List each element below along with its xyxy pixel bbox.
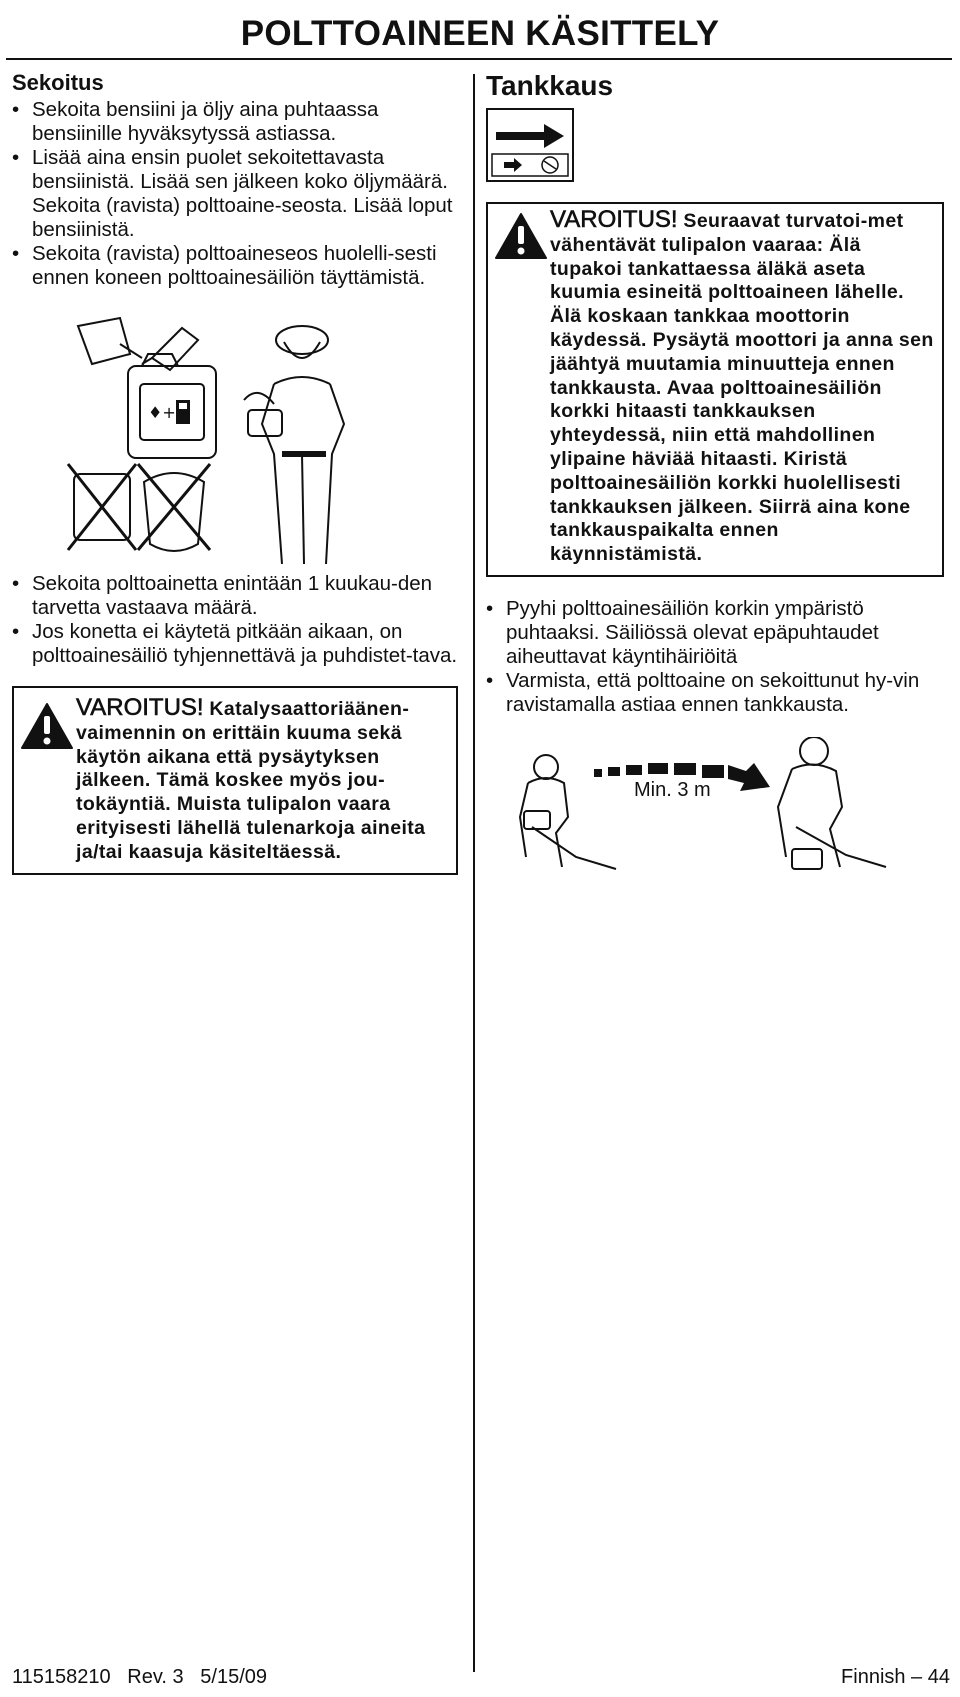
warning-text: Seuraavat turvatoi-met vähentävät tulipalon vaaraa: Älä tupakoi tankattaessa äläkä aseta kuumia esineitä polttoaineen lähelle. Älä koskaan tankkaa moottorin käydessä. Pysäytä moottori ja anna sen jäähtyä muutamia minuutteja ennen tankkausta. Avaa polttoainesäiliön korkki hitaasti tankkauksen yhteydessä, niin että mahdollinen ylipaine häviää hitaasti. Kiristä polttoainesäiliön korkki huolellisesti tankkauksen jälkeen. Siirrä aina kone tankkauspaikalta ennen käynnistämistä. xyxy=(550,210,934,566)
right-column xyxy=(486,66,946,887)
mixing-illustration xyxy=(12,314,462,564)
warning-label: VAROITUS! xyxy=(550,206,678,233)
page-title: POLTTOAINEEN KÄSITTELY xyxy=(240,14,720,53)
list-item: • Sekoita (ravista) polttoaineseos huolelli-sesti ennen koneen polttoainesäiliön täyttämistä. xyxy=(12,242,462,290)
no-smoking-icon xyxy=(542,157,558,173)
section-title-tankkaus: Tankkaus xyxy=(486,70,614,101)
distance-label: Min. 3 m xyxy=(634,778,711,801)
left-column xyxy=(12,64,462,875)
column-divider xyxy=(473,74,475,1672)
warning-triangle-icon xyxy=(20,702,74,750)
refuel-bullets xyxy=(486,597,946,717)
mixing-bullets xyxy=(12,98,462,290)
distance-illustration xyxy=(486,737,946,887)
list-item: • Jos konetta ei käytetä pitkään aikaan, on polttoainesäiliö tyhjennettävä ja puhdistet-tava. xyxy=(12,620,462,668)
list-item: • Lisää aina ensin puolet sekoitettavasta bensiinistä. Lisää sen jälkeen koko öljymäärä. Sekoita (ravista) polttoaine-seosta. Lisää loput bensiinistä. xyxy=(12,146,462,242)
warning-box-catalytic xyxy=(12,686,458,875)
warning-triangle-icon xyxy=(494,212,548,260)
fuel-mixing-illustration xyxy=(12,314,462,564)
refuel-symbol xyxy=(488,110,572,180)
list-item: • Varmista, että polttoaine on sekoittunut hy-vin ravistamalla astiaa ennen tankkausta. xyxy=(486,669,946,717)
arrow-right-icon xyxy=(496,124,564,148)
fuel-pump-icon xyxy=(148,400,190,424)
footer-page-number: Finnish – 44 xyxy=(841,1666,950,1688)
move-machine-illustration xyxy=(486,737,916,887)
section-title-sekoitus: Sekoitus xyxy=(12,70,104,95)
footer-doc-info: 115158210 Rev. 3 5/15/09 xyxy=(12,1666,268,1688)
fuel-symbol-plate xyxy=(486,108,574,182)
list-item: • Sekoita polttoainetta enintään 1 kuukau-den tarvetta vastaava määrä. xyxy=(12,572,462,620)
title-rule xyxy=(6,58,952,60)
warning-text: Katalysaattoriäänen-vaimennin on erittäin kuuma sekä käytön aikana että pysäytyksen jälkeen. Tämä koskee myös jou-tokäyntiä. Muista tulipalon vaara erityisesti lähellä tulenarkoja aineita ja/tai kaasuja käsiteltäessä. xyxy=(76,698,426,863)
list-item: • Pyyhi polttoainesäiliön korkin ympäristö puhtaaksi. Säiliössä olevat epäpuhtaudet aiheuttavat käyntihäiriöitä xyxy=(486,597,946,669)
svg-text:♦+: ♦+ xyxy=(148,403,176,422)
warning-label: VAROITUS! xyxy=(76,694,204,721)
storage-bullets xyxy=(12,572,462,668)
warning-box-refuel xyxy=(486,202,944,577)
list-item: • Sekoita bensiini ja öljy aina puhtaassa bensiinille hyväksytyssä astiassa. xyxy=(12,98,462,146)
